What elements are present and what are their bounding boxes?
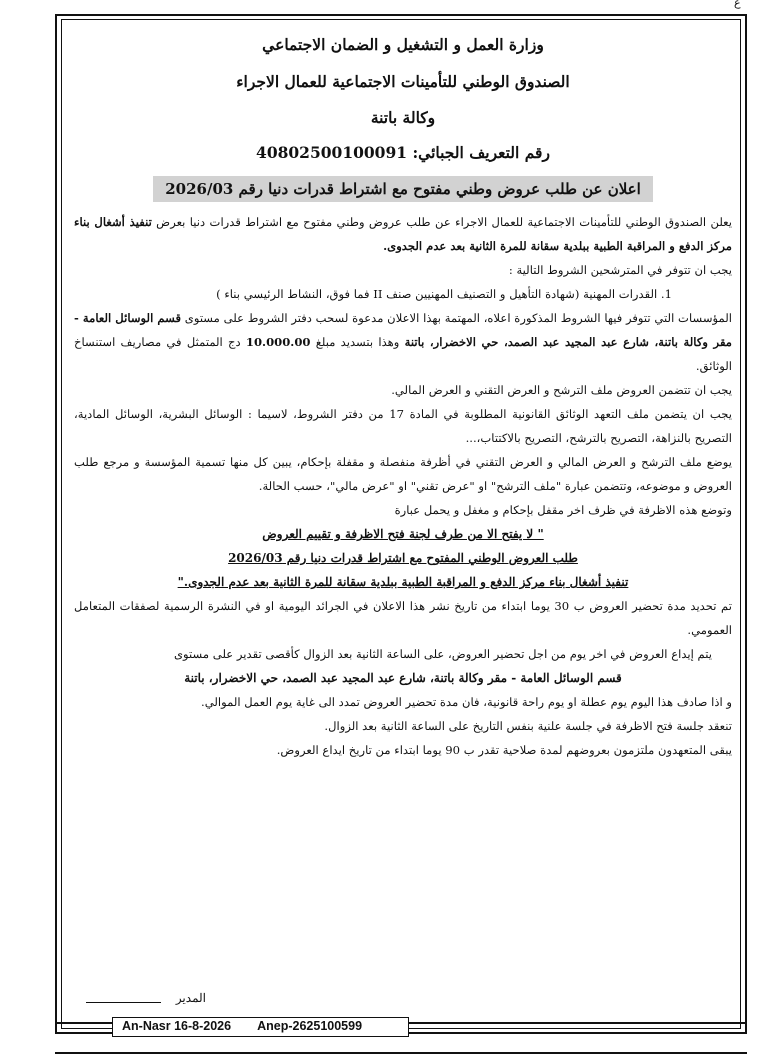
- withdrawal-location: قسم الوسائل العامة - مقر وكالة باتنة، شارع عبد المجيد عبد الصمد، حي الاخضرار، باتنة: [74, 311, 733, 349]
- documents-paragraph: يجب ان يتضمن ملف التعهد الوثائق القانونية المطلوبة في المادة 17 من دفتر الشروط، لاسيما : الوسائل البشرية، الوسائل المادية، التصريح بالنزاهة، التصريح بالترشح، التصريح بالاكتتاب،...: [74, 407, 732, 445]
- page-edge-mark: ع: [734, 0, 741, 9]
- withdrawal-fee-tail: دج المتمثل في مصاريف استنساخ الوثائق.: [74, 335, 732, 373]
- announcement-title: اعلان عن طلب عروض وطني مفتوح مع اشتراط قدرات دنيا رقم 2026/03: [153, 176, 653, 202]
- opening-session-paragraph: تنعقد جلسة فتح الاظرفة في جلسة علنية بنفس التاريخ على الساعة الثانية بعد الزوال.: [324, 719, 732, 733]
- ministry-name: وزارة العمل و التشغيل و الضمان الاجتماعي: [262, 35, 544, 54]
- deposit-location: قسم الوسائل العامة - مقر وكالة باتنة، شارع عبد المجيد عبد الصمد، حي الاخضرار، باتنة: [184, 671, 622, 685]
- agency-name: وكالة باتنة: [370, 108, 436, 127]
- project-subject: تنفيذ أشغال بناء مركز الدفع و المراقبة الطبية ببلدية سقانة للمرة الثانية بعد عدم الجدوى.: [74, 215, 732, 253]
- intro-text: يعلن الصندوق الوطني للتأمينات الاجتماعية للعمال الاجراء عن طلب عروض وطني مفتوح مع اشتراط قدرات دنيا بعرض: [156, 215, 732, 229]
- newspaper-date: An-Nasr 16-8-2026: [122, 1019, 232, 1033]
- offers-content-paragraph: يجب ان تتضمن العروض ملف الترشح و العرض التقني و العرض المالي.: [391, 383, 732, 397]
- validity-paragraph: يبقى المتعهدون ملتزمون بعروضهم لمدة صلاحية تقدر ب 90 يوما ابتداء من تاريخ ايداع العروض.: [276, 743, 732, 757]
- envelopes-paragraph: يوضع ملف الترشح و العرض المالي و العرض التقني في أظرفة منفصلة و مقفلة بإحكام، يبين كل منها تسمية المؤسسة و مرجع طلب العروض و موضوعه، وتتضمن عبارة "ملف الترشح" او "عرض تقني" او "عرض مالي"، حسب الحالة.: [74, 455, 732, 493]
- publication-reference: [112, 1017, 409, 1037]
- preparation-period-paragraph: تم تحديد مدة تحضير العروض ب 30 يوما ابتداء من تاريخ نشر هذا الاعلان في الجرائد اليومية او في النشرة الرسمية لصفقات المتعامل العمومي.: [74, 599, 732, 637]
- envelope-quote-line-2: طلب العروض الوطني المفتوح مع اشتراط قدرات دنيا رقم 2026/03: [228, 551, 578, 565]
- fund-name: الصندوق الوطني للتأمينات الاجتماعية للعمال الاجراء: [236, 72, 570, 91]
- condition-item-1: 1. القدرات المهنية (شهادة التأهيل و التصنيف المهنيين صنف II فما فوق، النشاط الرئيسي بناء ): [216, 287, 672, 301]
- director-signature: المدير: [175, 991, 206, 1005]
- deposit-paragraph: يتم إيداع العروض في اخر يوم من اجل تحضير العروض، على الساعة الثانية بعد الزوال كأقصى تقدير على مستوى: [173, 647, 712, 661]
- withdrawal-fee-lead: وهذا بتسديد مبلغ: [315, 335, 400, 349]
- withdrawal-paragraph: [74, 306, 732, 378]
- intro-paragraph: [74, 210, 732, 258]
- withdrawal-text: المؤسسات التي تتوفر فيها الشروط المذكورة اعلاه، المهتمة بهذا الاعلان مدعوة لسحب دفتر الشروط على مستوى: [184, 311, 732, 325]
- holiday-paragraph: و اذا صادف هذا اليوم يوم عطلة او يوم راحة قانونية، فان مدة تحضير العروض تمدد الى غاية يوم العمل الموالي.: [201, 695, 732, 709]
- envelope-quote-line-3: تنفيذ أشغال بناء مركز الدفع و المراقبة الطبية ببلدية سقانة للمرة الثانية بعد عدم الجدوى.": [177, 575, 629, 589]
- signature-line: [86, 1002, 161, 1003]
- outer-envelope-paragraph: وتوضع هذه الاظرفة في ظرف اخر مقفل بإحكام و مغفل و يحمل عبارة: [394, 503, 732, 517]
- withdrawal-fee-amount: 10.000.00: [245, 335, 311, 349]
- conditions-lead: يجب ان تتوفر في المترشحين الشروط التالية :: [508, 263, 732, 277]
- anep-reference: Anep-2625100599: [257, 1019, 363, 1033]
- envelope-quote-line-1: " لا يفتح الا من طرف لجنة فتح الاظرفة و تقييم العروض: [262, 527, 544, 541]
- tax-id: رقم التعريف الجبائي: 40802500100091: [256, 143, 550, 162]
- announcement-body: [74, 30, 732, 762]
- bottom-rule: [55, 1052, 747, 1054]
